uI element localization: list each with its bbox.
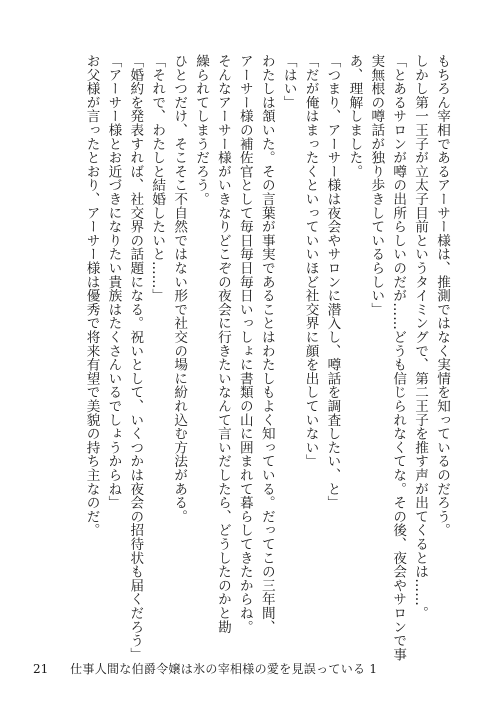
text-line-7: 「だが俺はまったくといっていいほど社交界に顔を出していない」	[302, 54, 319, 468]
body-text	[80, 54, 452, 662]
text-line-13: ひとつだけ、そこそこ不自然ではない形で社交の場に紛れ込む方法がある。	[171, 54, 188, 524]
text-line-11: そんなアーサー様がいきなりどこぞの夜会に行きたいなんて言いだしたら、どうしたのかと勘	[214, 54, 231, 634]
text-line-12: 繰られてしまうだろう。	[193, 54, 210, 206]
text-line-14: 「それで、わたしと結婚したいと……」	[149, 54, 166, 303]
text-line-2: しかし第一王子が立太子目前というタイミングで、第二王子を推す声が出てくるとは……。	[412, 54, 429, 620]
text-line-17: お父様が言ったとおり、アーサー様は優秀で将来有望で美貌の持ち主なのだ。	[83, 54, 100, 537]
running-title: 仕事人間な伯爵令嬢は氷の宰相様の愛を見誤っている 1	[70, 662, 378, 676]
text-line-1: もちろん宰相であるアーサー様は、推測ではなく実情を知っているのだろう。	[434, 54, 450, 537]
text-line-8: 「はい」	[280, 54, 297, 110]
text-line-16: 「アーサー様とお近づきになりたい貴族はたくさんいるでしょうからね」	[105, 54, 122, 510]
text-line-9: わたしは頷いた。その言葉が事実であることはわたしもよく知っている。だってこの三年間、	[258, 54, 275, 634]
text-line-3: 「とあるサロンが噂の出所らしいのだが……どうも信じられなくてな。その後、夜会やサロンで事	[390, 54, 407, 662]
page-footer	[33, 661, 463, 677]
page-number: 21	[33, 662, 49, 676]
text-line-6: 「つまり、アーサー様は夜会やサロンに潜入し、噂話を調査したい、と」	[324, 54, 341, 510]
text-line-10: アーサー様の補佐官として毎日毎日毎日いっしょに書類の山に囲まれて暮らしてきたからね。	[236, 54, 253, 634]
text-line-15: 「婚約を発表すれば、社交界の話題になる。祝いとして、いくつかは夜会の招待状も届くだろう」	[127, 54, 144, 662]
text-line-5: あ、理解しました。	[346, 54, 363, 179]
text-line-4: 実無根の噂話が独り歩きしているらしい」	[368, 54, 385, 317]
